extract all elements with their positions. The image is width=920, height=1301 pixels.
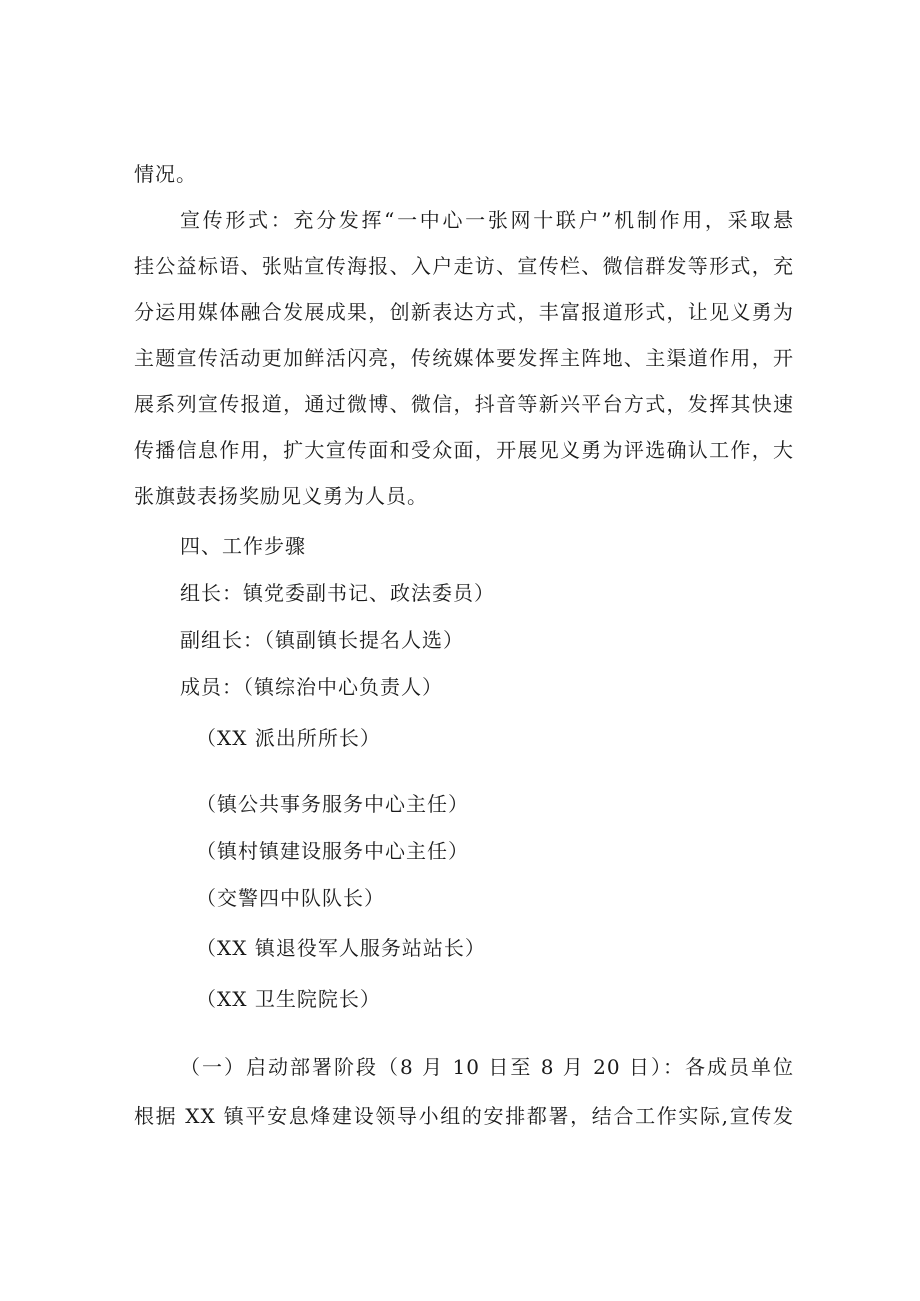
section-heading: 四、工作步骤 [180,534,306,558]
member-line: （镇公共事务服务中心主任） [196,792,469,816]
text-line: 成员：（镇综治中心负责人） [180,675,443,699]
text-line: 组长：镇党委副书记、政法委员） [180,581,495,605]
text-line: 传播信息作用，扩大宣传面和受众面，开展见义勇为评选确认工作，大 [134,438,794,462]
member-line: （XX 派出所所长） [196,726,381,750]
member-line: （交警四中队队长） [196,886,385,910]
text-line: 情况。 [134,162,197,186]
member-line: （镇村镇建设服务中心主任） [196,839,469,863]
text-line: 副组长：（镇副镇长提名人选） [180,628,464,652]
text-line: 分运用媒体融合发展成果，创新表达方式，丰富报道形式，让见义勇为 [134,300,794,324]
member-line: （XX 卫生院院长） [196,987,381,1011]
member-line: （XX 镇退役军人服务站站长） [196,936,486,960]
text-line: 张旗鼓表扬奖励见义勇为人员。 [134,484,428,508]
text-line: 主题宣传活动更加鲜活闪亮，传统媒体要发挥主阵地、主渠道作用，开 [134,346,794,370]
text-line: 挂公益标语、张贴宣传海报、入户走访、宣传栏、微信群发等形式，充 [134,254,794,278]
text-line: 展系列宣传报道，通过微博、微信，抖音等新兴平台方式，发挥其快速 [134,392,794,416]
text-line: 宣传形式：充分发挥“一中心一张网十联户”机制作用，采取悬 [180,208,794,232]
text-line: （一）启动部署阶段（8 月 10 日至 8 月 20 日）：各成员单位 [180,1055,794,1079]
text-line: 根据 XX 镇平安息烽建设领导小组的安排都署，结合工作实际,宣传发 [134,1104,794,1128]
